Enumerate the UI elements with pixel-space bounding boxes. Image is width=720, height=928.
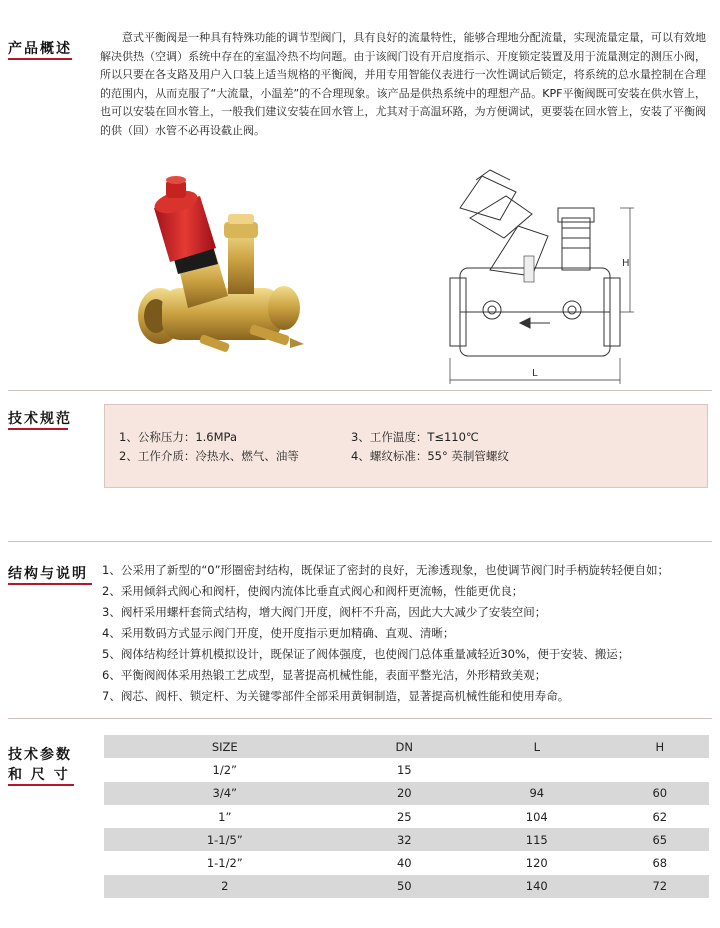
structure-list	[102, 560, 714, 707]
cell-size: 2	[221, 879, 229, 894]
divider	[8, 541, 712, 542]
cell-l: 140	[525, 879, 548, 894]
list-item: 2、采用倾斜式阀心和阀杆，使阀内流体比垂直式阀心和阀杆更流畅，性能更优良；	[102, 584, 524, 598]
section-rule-overview	[8, 58, 72, 60]
section-title-params: 技术参数	[8, 747, 72, 763]
cell-l: 115	[525, 832, 548, 847]
cell-size: 1-1/5”	[206, 832, 243, 847]
header-size: SIZE	[211, 739, 238, 754]
cell-dn: 25	[396, 809, 412, 824]
cell-l: 120	[525, 856, 548, 871]
section-title-params-2: 和 尺 寸	[8, 767, 70, 783]
header-dn: DN	[395, 739, 414, 754]
section-title-specs: 技术规范	[8, 411, 72, 427]
cell-size: 1/2”	[212, 762, 238, 777]
section-rule-params	[8, 784, 74, 786]
spec-pressure: 1、公称压力：1.6MPa	[119, 430, 237, 444]
cell-size: 1-1/2”	[206, 856, 243, 871]
cell-h: 60	[652, 786, 668, 801]
header-l: L	[533, 739, 540, 754]
section-title-structure: 结构与说明	[8, 566, 88, 582]
cell-l: 104	[525, 809, 548, 824]
cell-dn: 40	[396, 856, 412, 871]
cell-dn: 50	[396, 879, 412, 894]
intro-paragraph: 意式平衡阀是一种具有特殊功能的调节型阀门，具有良好的流量特性，能够合理地分配流量，实现流量定量，可以有效地解决供热（空调）系统中存在的室温冷热不均问题。由于该阀门设有开启度指示、开度锁定装置及用于流量测定的测压小阀，所以只要在各支路及用户入口装上适当规格的平衡阀，并用专用智能仪表进行一次性调试后锁定，将系统的总水量控制在合理的范围内，从而克服了“大流量，小温差”的不合理现象。该产品是供热系统中的理想产品。KPF平衡阀既可安装在供水管上，也可以安装在回水管上，一般我们建议安装在回水管上，尤其对于高温环路，为方便调试，更要装在回水管上，安装了平衡阀的供（回）水管不必再设截止阀。	[100, 31, 706, 137]
cell-h: 72	[652, 879, 668, 894]
spec-thread: 4、螺纹标准：55° 英制管螺纹	[351, 449, 509, 463]
params-table	[104, 735, 709, 898]
spec-temperature: 3、工作温度：T≤110℃	[351, 430, 479, 444]
cell-dn: 15	[396, 762, 412, 777]
dimension-l-label: L	[532, 368, 538, 379]
section-rule-structure	[8, 583, 92, 585]
cell-h	[611, 758, 709, 781]
table-row	[104, 875, 709, 898]
spec-box	[104, 404, 708, 488]
header-h: H	[655, 739, 665, 754]
dimension-h-label: H	[622, 258, 630, 269]
list-item: 5、阀体结构经计算机模拟设计，既保证了阀体强度，也使阀门总体重量减轻近30%，便于安装、搬运；	[102, 647, 630, 661]
section-rule-specs	[8, 428, 68, 430]
list-item: 3、阀杆采用螺杆套筒式结构，增大阀门开度，阀杆不升高，因此大大减少了安装空间；	[102, 605, 547, 619]
list-item: 1、公采用了新型的“0”形圈密封结构，既保证了密封的良好，无渗透现象，也使调节阀门时手柄旋转轻便自如；	[102, 563, 670, 577]
cell-size: 3/4”	[212, 786, 238, 801]
list-item: 6、平衡阀阀体采用热锻工艺成型，显著提高机械性能，表面平整光洁，外形精致美观；	[102, 668, 547, 682]
valve-photo	[132, 168, 312, 368]
cell-h: 62	[652, 809, 668, 824]
table-header-row	[104, 735, 709, 758]
spec-medium: 2、工作介质：冷热水、燃气、油等	[119, 449, 299, 463]
table-row	[104, 851, 709, 874]
table-row	[104, 782, 709, 805]
cell-h: 65	[652, 832, 668, 847]
table-row	[104, 758, 709, 781]
cell-dn: 20	[396, 786, 412, 801]
section-title-overview: 产品概述	[8, 41, 72, 57]
cell-l	[463, 758, 611, 781]
cell-l: 94	[529, 786, 545, 801]
table-row	[104, 805, 709, 828]
cell-dn: 32	[396, 832, 412, 847]
cell-size: 1”	[218, 809, 232, 824]
divider	[8, 390, 712, 391]
valve-technical-drawing	[420, 158, 640, 386]
list-item: 4、采用数码方式显示阀门开度，使开度指示更加精确、直观、清晰；	[102, 626, 455, 640]
divider	[8, 718, 712, 719]
list-item: 7、阀芯、阀杆、锁定杆、为关键零部件全部采用黄铜制造，显著提高机械性能和使用寿命。	[102, 689, 570, 703]
cell-h: 68	[652, 856, 668, 871]
table-row	[104, 828, 709, 851]
